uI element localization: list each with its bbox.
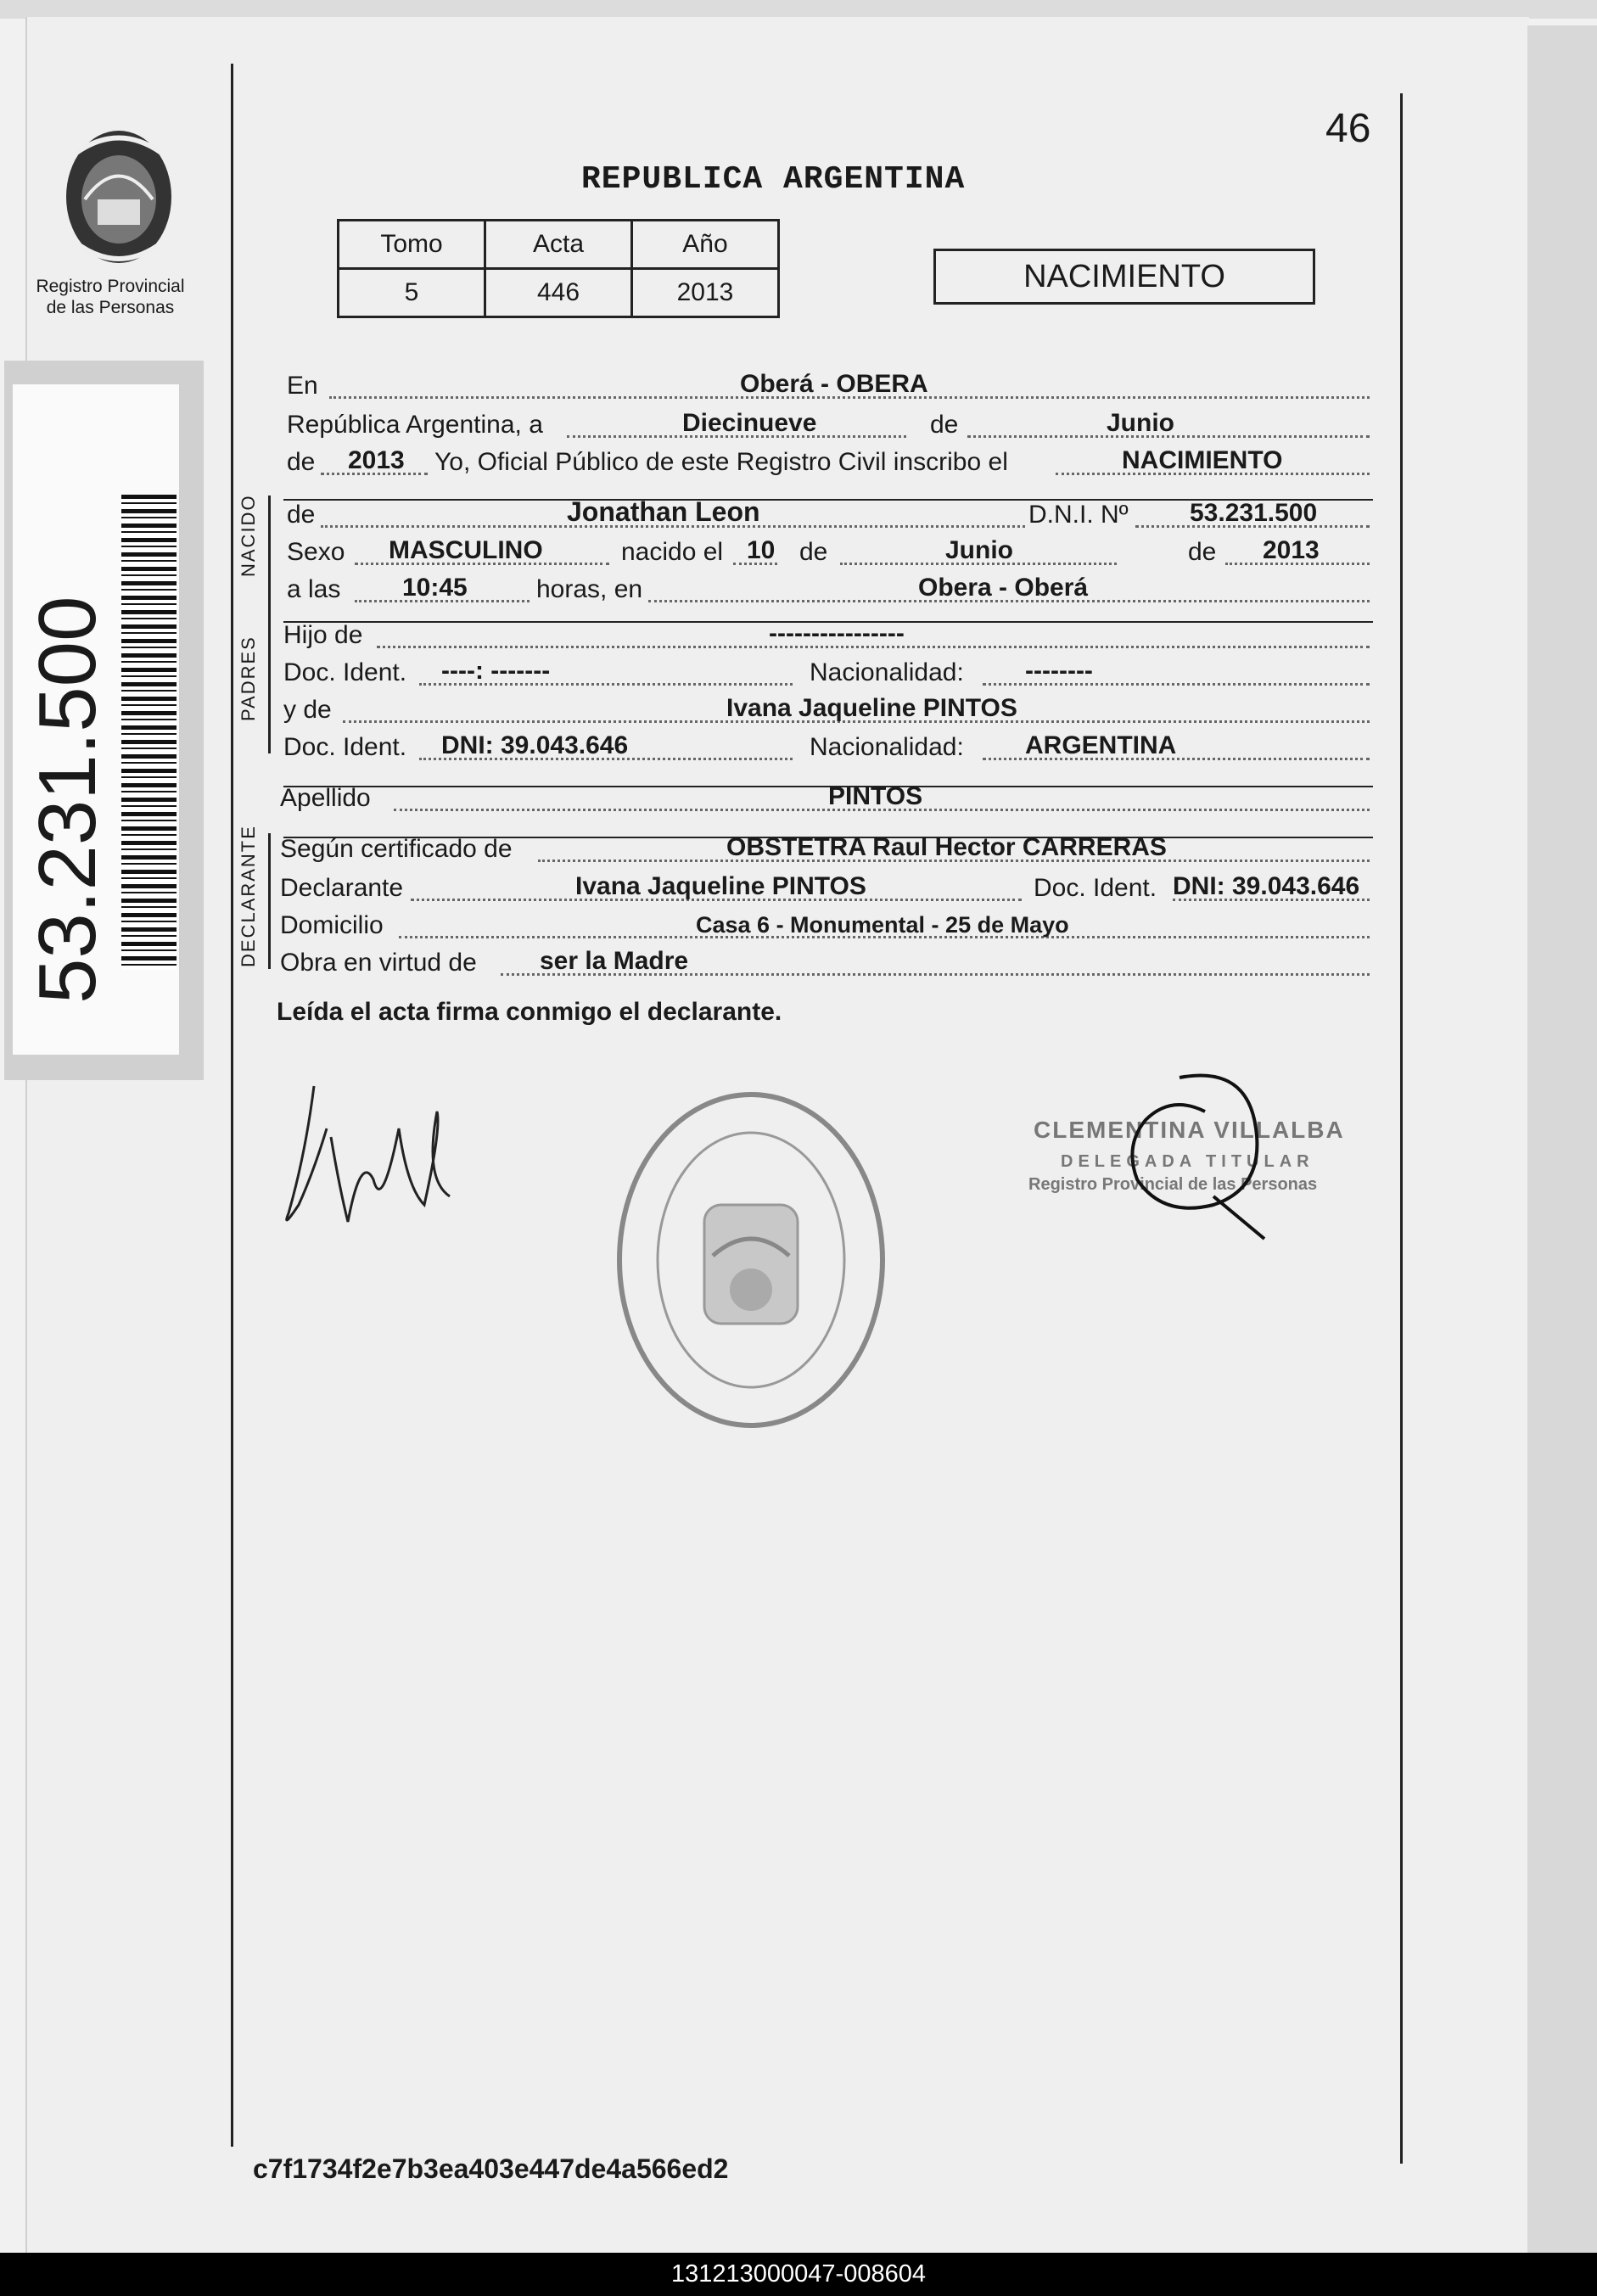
declarante-value: Ivana Jaqueline PINTOS — [575, 872, 866, 900]
declarante-label: Declarante — [280, 874, 404, 902]
acta-value: 446 — [485, 269, 632, 317]
decl-doc-value: DNI: 39.043.646 — [1173, 872, 1360, 900]
birth-month: Junio — [945, 536, 1013, 564]
row-name — [283, 496, 1371, 533]
barcode-sticker — [13, 384, 179, 1055]
barcode-label — [4, 361, 204, 1080]
row-father-doc — [283, 653, 1371, 691]
row-mother — [283, 691, 1371, 728]
en-value: Oberá - OBERA — [740, 370, 928, 398]
page-number: 46 — [1325, 106, 1371, 151]
de4-label: de — [1188, 538, 1217, 566]
side-label-nacido: NACIDO — [238, 494, 259, 577]
declarante-bracket — [268, 833, 271, 969]
birth-time: 10:45 — [402, 574, 468, 602]
closing-statement: Leída el acta firma conmigo el declarante. — [277, 998, 782, 1026]
official-round-seal — [611, 1086, 891, 1434]
month1: Junio — [1107, 409, 1174, 437]
record-table — [337, 219, 780, 318]
footer-code: 131213000047-008604 — [0, 2253, 1597, 2296]
domicilio-value: Casa 6 - Monumental - 25 de Mayo — [696, 912, 1069, 938]
mother-doc: DNI: 39.043.646 — [441, 731, 629, 759]
en-label: En — [287, 372, 318, 400]
nacionalidad-label: Nacionalidad: — [810, 658, 964, 686]
father-doc: ----: ------- — [441, 657, 551, 685]
row-hora — [283, 570, 1371, 608]
right-margin-line — [1400, 93, 1403, 2164]
domicilio-label: Domicilio — [280, 911, 384, 939]
nacido-label: nacido el — [621, 538, 724, 566]
declarant-signature — [280, 1078, 467, 1239]
official-text: Yo, Oficial Público de este Registro Civil inscribo el — [434, 448, 1008, 476]
record-type-box: NACIMIENTO — [933, 249, 1315, 305]
side-label-declarante: DECLARANTE — [238, 825, 259, 967]
acta-header: Acta — [485, 221, 632, 269]
dni-value: 53.231.500 — [1190, 499, 1318, 527]
barcode-bars — [121, 495, 177, 970]
officer-title: DELEGADA TITULAR — [1061, 1152, 1314, 1171]
left-margin-line — [231, 64, 233, 2147]
nacionalidad-label: Nacionalidad: — [810, 733, 964, 761]
birth-place: Obera - Oberá — [918, 574, 1089, 602]
docident-label: Doc. Ident. — [283, 733, 407, 761]
child-name: Jonathan Leon — [567, 496, 760, 527]
segun-label: Según certificado de — [280, 835, 513, 863]
officer-name: CLEMENTINA VILLALBA — [1034, 1117, 1345, 1143]
hijo-label: Hijo de — [283, 621, 363, 649]
row-domicilio — [280, 906, 1371, 944]
de2-label: de — [287, 448, 316, 476]
yde-label: y de — [283, 696, 332, 724]
de3-label: de — [799, 538, 828, 566]
row-date-words — [283, 406, 1371, 443]
sexo-label: Sexo — [287, 538, 345, 566]
alas-label: a las — [287, 575, 341, 603]
tomo-header: Tomo — [339, 221, 485, 269]
row-apellido — [280, 779, 1371, 816]
officer-signature — [1120, 1069, 1273, 1256]
padres-bracket — [268, 618, 271, 753]
rep-label: República Argentina, a — [287, 411, 543, 439]
docident-label: Doc. Ident. — [283, 658, 407, 686]
segun-value: OBSTETRA Raul Hector CARRERAS — [726, 833, 1167, 861]
father-value: ---------------- — [769, 619, 905, 647]
father-nac: -------- — [1025, 657, 1093, 685]
inscribe-value: NACIMIENTO — [1122, 446, 1283, 474]
row-hijo — [283, 616, 1371, 653]
officer-office: Registro Provincial de las Personas — [1028, 1175, 1318, 1194]
obra-label: Obra en virtud de — [280, 949, 477, 977]
country-title: REPUBLICA ARGENTINA — [581, 161, 966, 198]
logo-caption: Registro Provincial de las Personas — [36, 277, 185, 317]
dni-label: D.N.I. Nº — [1028, 501, 1129, 529]
row-mother-doc — [283, 728, 1371, 765]
obra-value: ser la Madre — [540, 947, 689, 975]
year1: 2013 — [348, 446, 405, 474]
row-segun — [280, 830, 1371, 867]
mother-value: Ivana Jaqueline PINTOS — [726, 694, 1017, 722]
side-label-padres: PADRES — [238, 636, 259, 721]
birth-year: 2013 — [1263, 536, 1320, 564]
row-official — [283, 443, 1371, 480]
apellido-label: Apellido — [280, 784, 371, 812]
day-word: Diecinueve — [682, 409, 817, 437]
birth-day: 10 — [747, 536, 776, 564]
row-obra — [280, 944, 1371, 981]
anio-header: Año — [632, 221, 779, 269]
tomo-value: 5 — [339, 269, 485, 317]
document-hash: c7f1734f2e7b3ea403e447de4a566ed2 — [253, 2153, 729, 2184]
apellido-value: PINTOS — [828, 782, 923, 810]
row-sexo — [283, 533, 1371, 570]
de-label: de — [930, 411, 959, 439]
mother-nac: ARGENTINA — [1025, 731, 1177, 759]
barcode-number: 53.231.500 — [22, 596, 113, 1004]
row-declarante — [280, 869, 1371, 906]
nacido-bracket — [268, 496, 271, 621]
misiones-seal-logo — [51, 119, 187, 276]
top-edge — [0, 0, 1597, 19]
page-edge — [1527, 25, 1597, 2257]
decl-doc-label: Doc. Ident. — [1034, 874, 1157, 902]
horas-label: horas, en — [536, 575, 643, 603]
row-en — [283, 367, 1371, 404]
dotted-line — [1173, 899, 1370, 901]
anio-value: 2013 — [632, 269, 779, 317]
sexo-value: MASCULINO — [389, 536, 543, 564]
name-label: de — [287, 501, 316, 529]
